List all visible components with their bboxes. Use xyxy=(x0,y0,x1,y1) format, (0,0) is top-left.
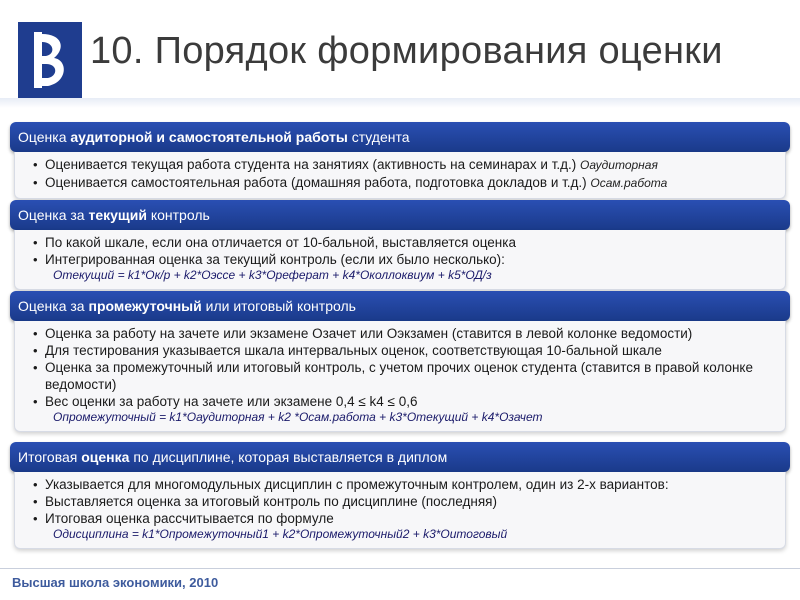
bullet-italic: Оаудиторная xyxy=(580,158,658,172)
bullet-text: Оценка за промежуточный или итоговый контроль, с учетом прочих оценок студента (ставится в правой колонке ведомости) xyxy=(45,360,753,392)
bullet-text: Итоговая оценка рассчитывается по формуле xyxy=(45,511,334,526)
heading-pre: Оценка xyxy=(18,129,71,145)
section-final-grade xyxy=(10,442,790,549)
footer-text: Высшая школа экономики, 2010 xyxy=(12,575,219,590)
section-auditory xyxy=(10,122,790,199)
bullet-text: Оценивается текущая работа студента на занятиях (активность на семинарах и т.д.) xyxy=(45,157,581,172)
heading-bold: промежуточный xyxy=(88,298,202,314)
bullet-text: По какой шкале, если она отличается от 10-бальной, выставляется оценка xyxy=(45,235,516,250)
list-item xyxy=(33,234,773,251)
bullet-italic: Осам.работа xyxy=(590,176,668,190)
header-divider xyxy=(0,98,800,108)
list-item xyxy=(33,493,773,510)
heading-bold: оценка xyxy=(81,449,130,465)
section-body xyxy=(14,152,786,199)
list-item xyxy=(33,251,773,268)
footer-divider xyxy=(0,568,800,569)
bullet-text: Оценка за работу на зачете или экзамене Озачет или Оэкзамен (ставится в левой колонке ведомости) xyxy=(45,326,693,341)
heading-post: или итоговый контроль xyxy=(201,298,356,314)
list-item xyxy=(33,393,773,410)
section-current-control xyxy=(10,200,790,290)
section-heading xyxy=(10,122,790,152)
section-body xyxy=(14,472,786,549)
bullet-text: Оценивается самостоятельная работа (домашняя работа, подготовка докладов и т.д.) xyxy=(45,175,591,190)
bullet-text: Интегрированная оценка за текущий контроль (если их было несколько): xyxy=(45,252,505,267)
logo-glyph xyxy=(20,24,80,96)
list-item xyxy=(33,325,773,342)
bullet-text: Указывается для многомодульных дисциплин с промежуточным контролем, один из 2-х вариантов: xyxy=(45,477,669,492)
heading-post: контроль xyxy=(146,207,210,223)
list-item xyxy=(33,510,773,527)
hse-logo-icon xyxy=(18,22,82,98)
heading-pre: Оценка за xyxy=(18,298,89,314)
list-item xyxy=(33,174,773,192)
section-heading xyxy=(10,291,790,321)
page-title: 10. Порядок формирования оценки xyxy=(90,30,723,72)
heading-pre: Оценка за xyxy=(18,207,89,223)
heading-post: студента xyxy=(347,129,410,145)
section-intermediate-control xyxy=(10,291,790,432)
formula-final: Одисциплина = k1*Опромежуточный1 + k2*Опромежуточный2 + k3*Оитоговый xyxy=(53,527,508,541)
heading-bold: текущий xyxy=(88,207,147,223)
section-heading xyxy=(10,442,790,472)
list-item xyxy=(33,342,773,359)
section-heading xyxy=(10,200,790,230)
list-item xyxy=(33,476,773,493)
formula-current: Отекущий = k1*Ок/р + k2*Оэссе + k3*Ореферат + k4*Околлоквиум + k5*ОД/з xyxy=(53,268,492,282)
section-body xyxy=(14,321,786,432)
list-item xyxy=(33,359,773,393)
bullet-text: Для тестирования указывается шкала интервальных оценок, соответствующая 10-бальной шкале xyxy=(45,343,662,358)
heading-post: по дисциплине, которая выставляется в диплом xyxy=(129,449,448,465)
heading-bold: аудиторной и самостоятельной работы xyxy=(70,129,348,145)
heading-pre: Итоговая xyxy=(18,449,82,465)
list-item xyxy=(33,156,773,174)
section-body xyxy=(14,230,786,290)
formula-intermediate: Опромежуточный = k1*Оаудиторная + k2 *Осам.работа + k3*Отекущий + k4*Озачет xyxy=(53,410,543,424)
bullet-text: Выставляется оценка за итоговый контроль по дисциплине (последняя) xyxy=(45,494,497,509)
bullet-text: Вес оценки за работу на зачете или экзамене 0,4 ≤ k4 ≤ 0,6 xyxy=(45,394,418,409)
